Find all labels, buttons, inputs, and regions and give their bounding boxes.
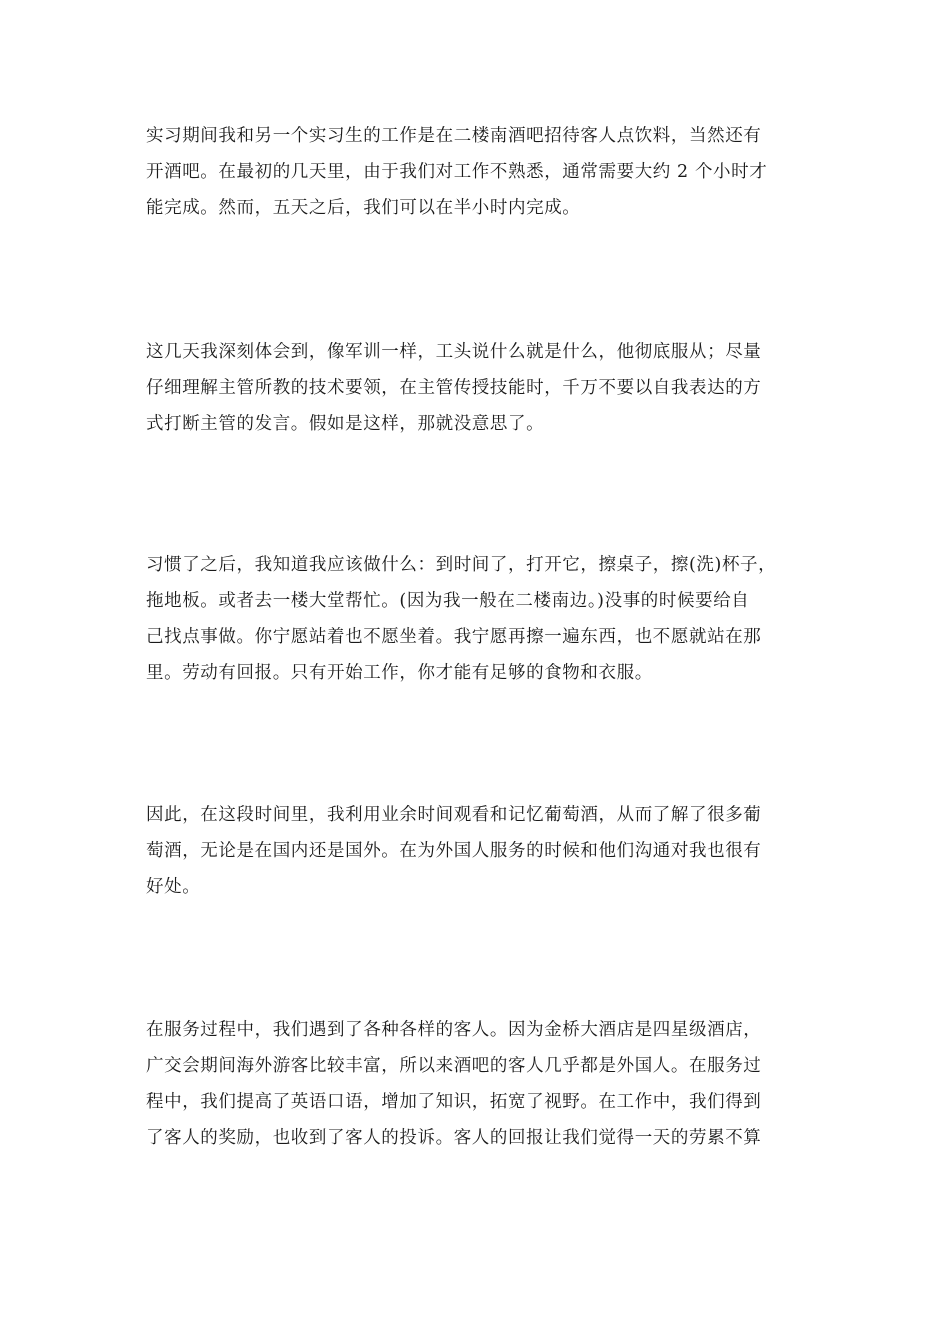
text-line: 实习期间我和另一个实习生的工作是在二楼南酒吧招待客人点饮料，当然还有 (146, 126, 762, 146)
paragraph-2 (146, 334, 806, 442)
text-line: 己找点事做。你宁愿站着也不愿坐着。我宁愿再擦一遍东西，也不愿就站在那 (146, 627, 762, 647)
text-line: 好处。 (146, 877, 201, 897)
text-line: 在服务过程中，我们遇到了各种各样的客人。因为金桥大酒店是四星级酒店， (146, 1020, 762, 1040)
text-line: 习惯了之后，我知道我应该做什么：到时间了，打开它，擦桌子，擦(洗)杯子， (146, 555, 777, 575)
text-line: 式打断主管的发言。假如是这样，那就没意思了。 (146, 414, 545, 434)
text-line: 仔细理解主管所教的技术要领，在主管传授技能时，千万不要以自我表达的方 (146, 378, 762, 398)
text-line: 广交会期间海外游客比较丰富，所以来酒吧的客人几乎都是外国人。在服务过 (146, 1056, 762, 1076)
paragraph-5 (146, 1012, 806, 1156)
text-line: 拖地板。或者去一楼大堂帮忙。(因为我一般在二楼南边。)没事的时候要给自 (146, 591, 750, 611)
text-line: 里。劳动有回报。只有开始工作，你才能有足够的食物和衣服。 (146, 663, 653, 683)
paragraph-3 (146, 547, 806, 691)
text-line: 能完成。然而，五天之后，我们可以在半小时内完成。 (146, 198, 581, 218)
text-line: 萄酒，无论是在国内还是国外。在为外国人服务的时候和他们沟通对我也很有 (146, 841, 762, 861)
paragraph-1 (146, 118, 806, 226)
text-line: 了客人的奖励，也收到了客人的投诉。客人的回报让我们觉得一天的劳累不算 (146, 1128, 762, 1148)
text-line: 因此，在这段时间里，我利用业余时间观看和记忆葡萄酒，从而了解了很多葡 (146, 805, 762, 825)
text-line: 这几天我深刻体会到，像军训一样，工头说什么就是什么，他彻底服从；尽量 (146, 342, 762, 362)
text-line: 开酒吧。在最初的几天里，由于我们对工作不熟悉，通常需要大约 2 个小时才 (146, 162, 768, 182)
paragraph-4 (146, 797, 806, 905)
text-line: 程中，我们提高了英语口语，增加了知识，拓宽了视野。在工作中，我们得到 (146, 1092, 762, 1112)
